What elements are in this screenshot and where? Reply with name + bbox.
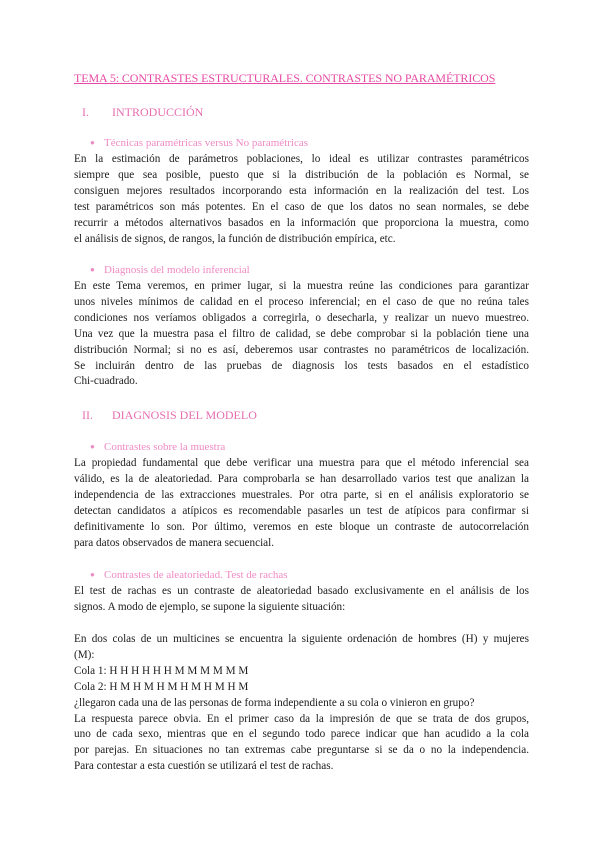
bullet-icon: ● bbox=[90, 570, 95, 579]
text-line: el análisis de signos, de rangos, la función de distribución empírica, etc. bbox=[74, 232, 396, 245]
text-line: Se incluirán dentro de las pruebas de diagnosis los tests basados en el estadístico bbox=[74, 359, 529, 372]
text-line: definitivamente lo son. Por último, veremos en este bloque un contraste de autocorrelación bbox=[74, 520, 529, 533]
text-line: La respuesta parece obvia. En el primer caso da la impresión de que se trata de dos grupos, bbox=[74, 712, 529, 725]
subsection-title: Contrastes de aleatoriedad. Test de rachas bbox=[104, 569, 288, 581]
text-line: El test de rachas es un contraste de aleatoriedad basado exclusivamente en el análisis de los bbox=[74, 585, 529, 597]
subsection-title: Diagnosis del modelo inferencial bbox=[104, 264, 250, 276]
text-line: válido, es la de aleatoriedad. Para comprobarla se han desarrollado varios test que analizan la bbox=[74, 472, 529, 485]
text-line: consiguen mejores resultados incorporando esta información en la realización del test. Los bbox=[74, 184, 529, 197]
text-line: detectan candidatos a atípicos es recomendable pasarles un test de atípicos para confirmar si bbox=[74, 504, 529, 517]
text-line: En dos colas de un multicines se encuentra la siguiente ordenación de hombres (H) y mujeres bbox=[74, 633, 529, 645]
text-line: Una vez que la muestra pasa el filtro de calidad, se debe comprobar si la población tiene una bbox=[74, 327, 529, 340]
paragraph-diagnosis-inferencial bbox=[74, 279, 529, 390]
text-line: test paramétricos son más potentes. En el caso de que los datos no sean normales, se debe bbox=[74, 200, 529, 213]
subsection-heading-diagnosis-inferencial bbox=[90, 264, 250, 276]
text-line: (M): bbox=[74, 648, 95, 661]
text-line: distribución Normal; si no es así, deberemos usar contrastes no paramétricos de localización. bbox=[74, 343, 529, 356]
cola-1-line: Cola 1: H H H H H H M M M M M M bbox=[74, 664, 249, 677]
text-line: uno de cada sexo, mientras que en el segundo todo parece indicar que han acudido a la cola bbox=[74, 728, 529, 741]
text-line: La propiedad fundamental que debe verificar una muestra para que el método inferencial sea bbox=[74, 457, 529, 469]
subsection-heading-contrastes-muestra bbox=[90, 441, 225, 453]
section-number: II. bbox=[82, 408, 93, 422]
subsection-heading-test-rachas bbox=[90, 569, 288, 581]
subsection-heading-tecnicas bbox=[90, 137, 308, 149]
question-line: ¿llegaron cada una de las personas de forma independiente a su cola o vinieron en grupo? bbox=[74, 696, 475, 709]
section-title: DIAGNOSIS DEL MODELO bbox=[112, 408, 257, 422]
subsection-title: Contrastes sobre la muestra bbox=[104, 441, 226, 453]
text-line: condiciones nos veríamos obligados a corregirla, o desecharla, y realizar un nuevo muestreo. bbox=[74, 311, 529, 324]
text-line: En la estimación de parámetros poblaciones, lo ideal es utilizar contrastes paramétricos bbox=[74, 153, 529, 165]
section-heading-diagnosis-modelo bbox=[82, 408, 257, 423]
bullet-icon: ● bbox=[90, 442, 95, 451]
text-line: siempre que sea posible, puesto que si la distribución de la población es Normal, se bbox=[74, 168, 529, 181]
paragraph-ejemplo bbox=[74, 632, 529, 775]
text-line: recurrir a métodos alternativos basados en la información que proporciona la muestra, como bbox=[74, 216, 529, 229]
text-line: Para contestar a esta cuestión se utilizará el test de rachas. bbox=[74, 760, 334, 773]
text-line: En este Tema veremos, en primer lugar, si la muestra reúne las condiciones para garantizar bbox=[74, 280, 529, 292]
section-title: INTRODUCCIÓN bbox=[112, 105, 204, 119]
text-line: para datos observados de manera secuencial. bbox=[74, 536, 275, 549]
bullet-icon: ● bbox=[90, 265, 95, 274]
document-title: TEMA 5: CONTRASTES ESTRUCTURALES. CONTRASTES NO PARAMÉTRICOS bbox=[74, 71, 496, 85]
cola-2-line: Cola 2: H M H M H M H M H M H M bbox=[74, 680, 249, 693]
text-line: independencia de las extracciones muestrales. Por otra parte, si en el análisis exploratorio se bbox=[74, 488, 529, 501]
text-line: Chi-cuadrado. bbox=[74, 375, 138, 388]
paragraph-tecnicas bbox=[74, 152, 529, 247]
paragraph-test-rachas bbox=[74, 584, 529, 616]
paragraph-contrastes-muestra bbox=[74, 456, 529, 551]
bullet-icon: ● bbox=[90, 138, 95, 147]
section-heading-introduccion bbox=[82, 105, 203, 120]
section-number: I. bbox=[82, 105, 89, 119]
text-line: signos. A modo de ejemplo, se supone la siguiente situación: bbox=[74, 600, 346, 613]
subsection-title: Técnicas paramétricas versus No paramétricas bbox=[104, 137, 309, 149]
text-line: unos niveles mínimos de calidad en el proceso inferencial; en el caso de que no reúna tales bbox=[74, 295, 529, 308]
text-line: por parejas. En situaciones no tan extremas cabe preguntarse si se da o no la independencia. bbox=[74, 744, 529, 757]
